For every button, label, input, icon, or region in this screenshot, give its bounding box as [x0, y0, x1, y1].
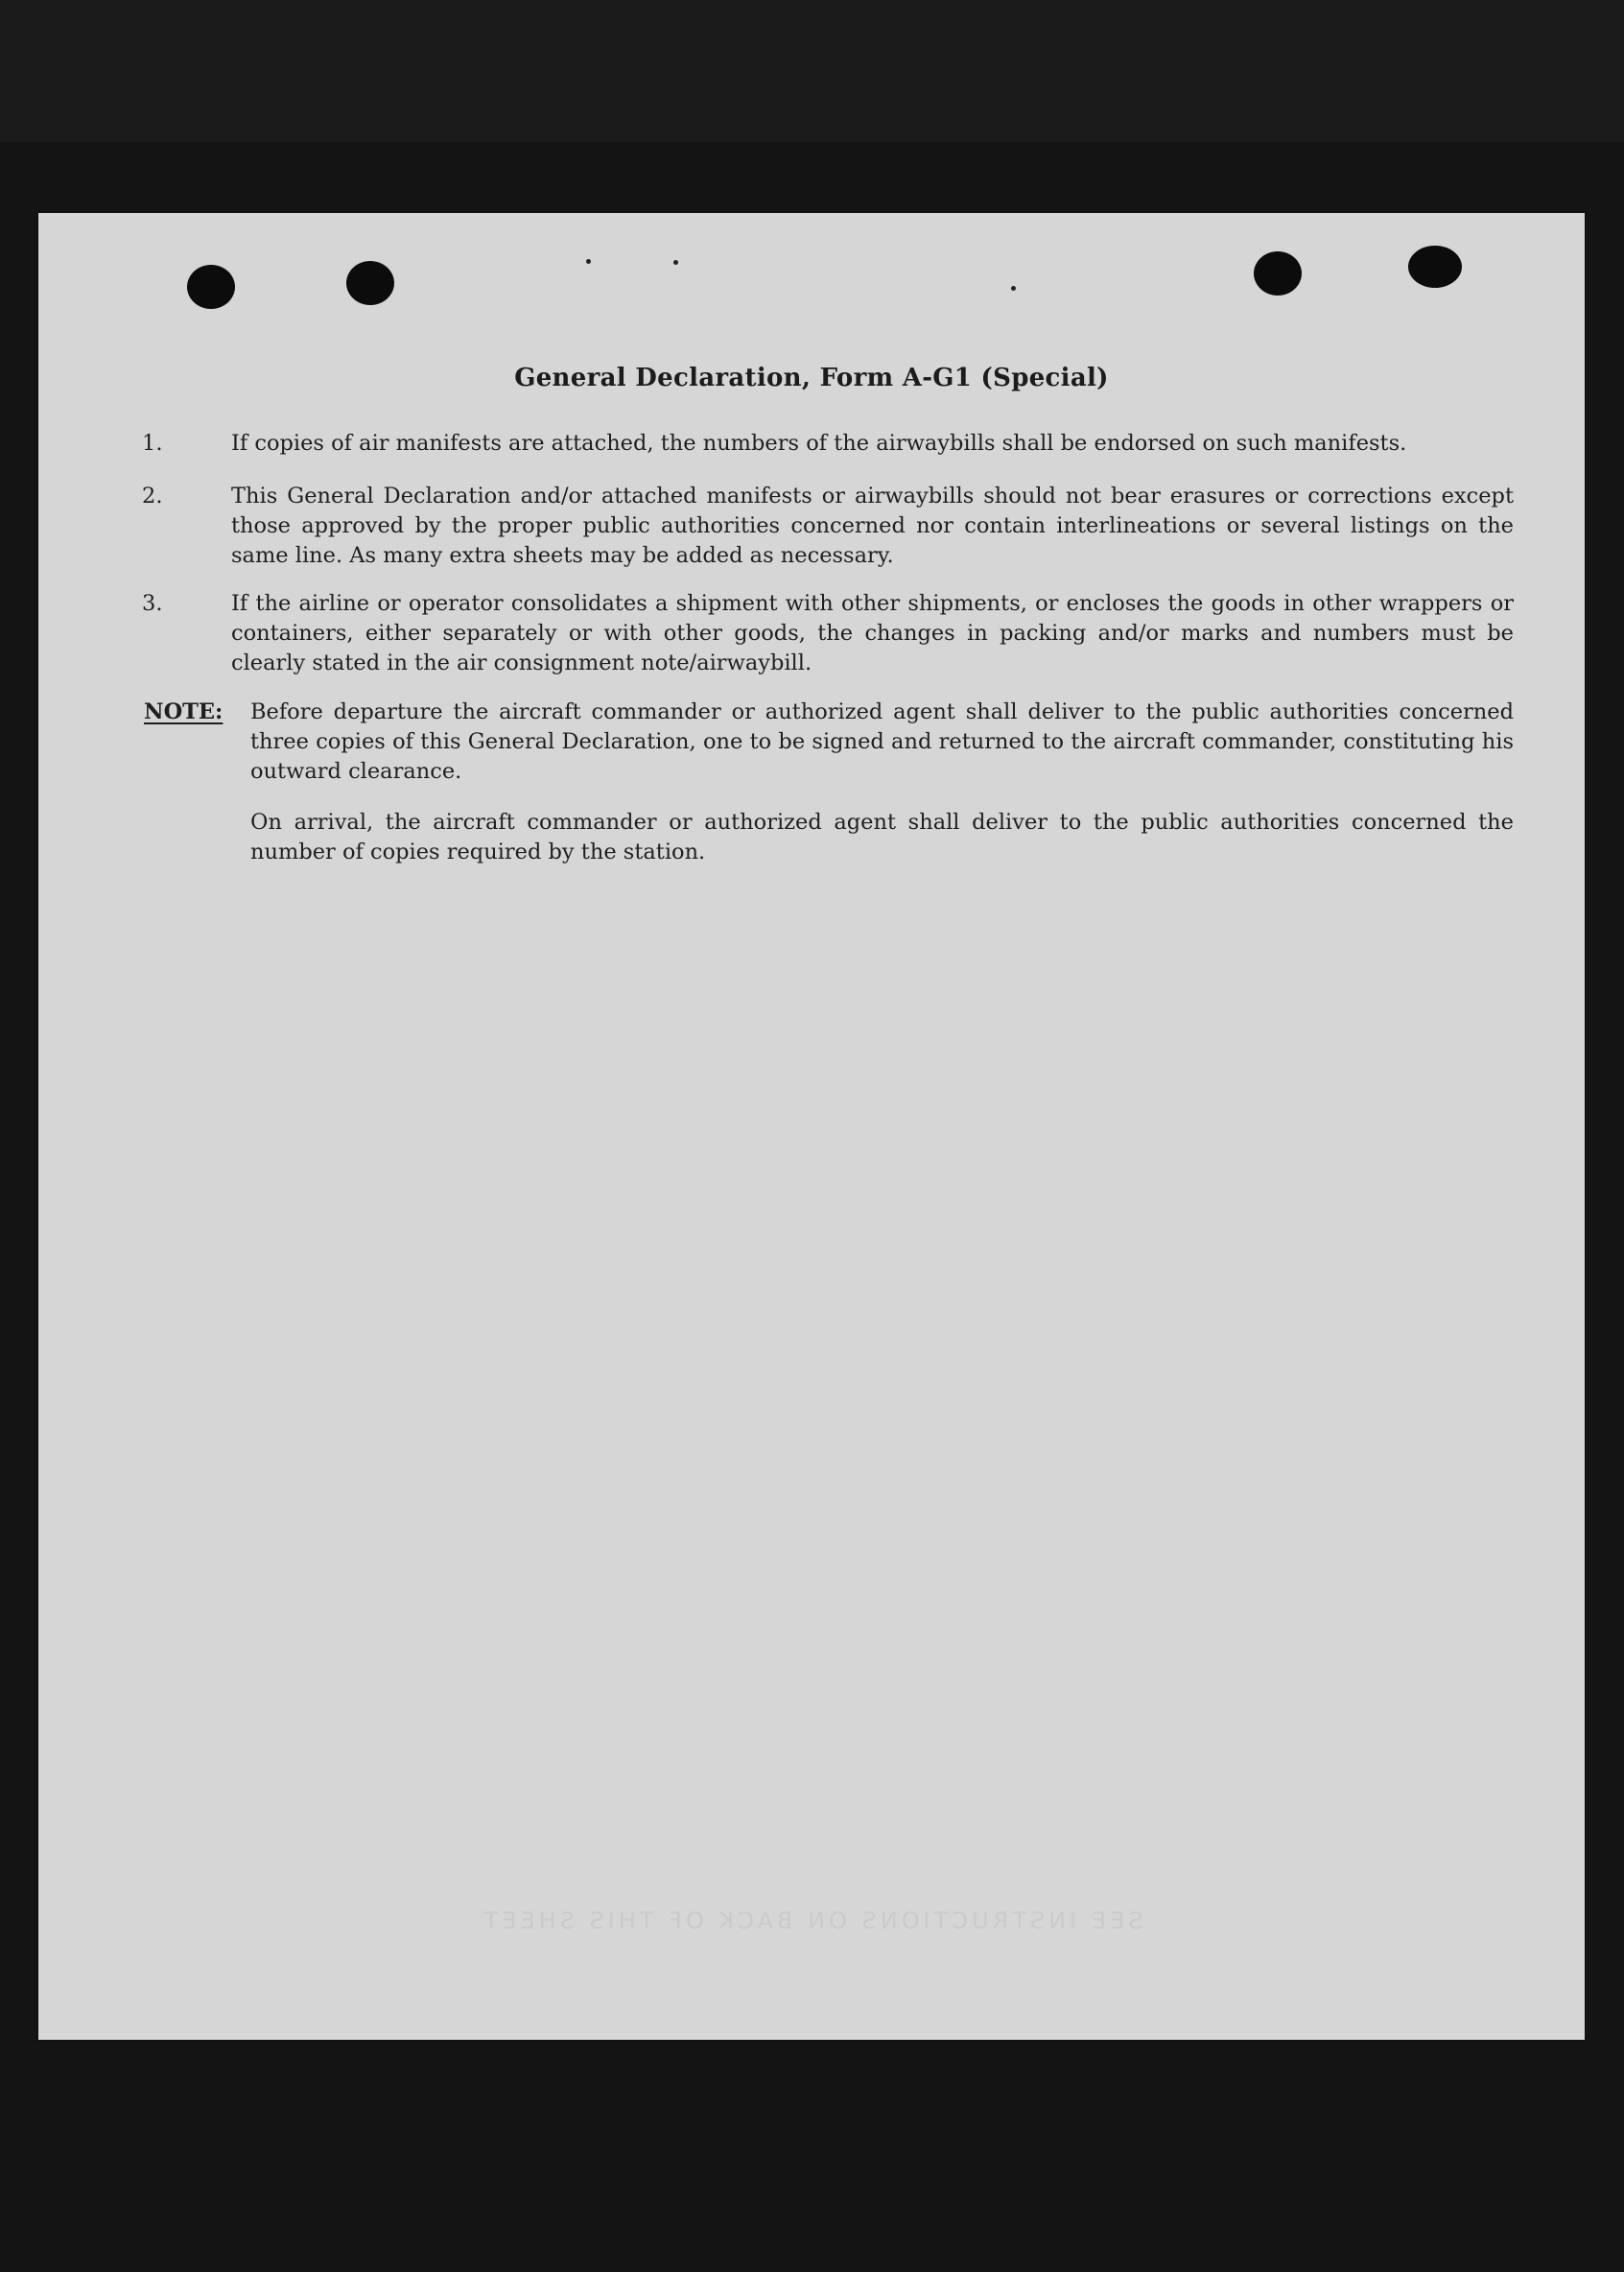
- punch-hole-3: [1254, 251, 1302, 296]
- note-paragraph-2: On arrival, the aircraft commander or authorized agent shall deliver to the public authorities concerned the number of copies required by the station.: [250, 810, 1514, 864]
- speck: [1011, 286, 1016, 291]
- punch-hole-1: [187, 265, 235, 309]
- note-paragraph-1: Before departure the aircraft commander or authorized agent shall deliver to the public authorities concerned three copies of this General Declaration, one to be signed and returned to the aircraft commander, constituting his outward clearance.: [250, 699, 1514, 784]
- document-page: [38, 213, 1585, 2040]
- instruction-item-1: [142, 429, 1514, 459]
- page-title: General Declaration, Form A-G1 (Special): [514, 364, 1109, 392]
- bleed-through-text: SEE INSTRUCTIONS ON BACK OF THIS SHEET: [480, 1907, 1143, 1934]
- note-label: NOTE:: [144, 699, 224, 724]
- punch-hole-4: [1408, 246, 1462, 288]
- speck: [586, 259, 591, 264]
- instruction-item-2: [142, 482, 1514, 571]
- speck: [673, 260, 678, 265]
- punch-hole-2: [346, 261, 394, 305]
- item-number: 2.: [142, 484, 163, 509]
- scan-background-band: [0, 0, 1624, 142]
- item-text: If the airline or operator consolidates a shipment with other shipments, or encloses the goods in other wrappers or containers, either separately or with other goods, the changes in packing and/or marks and numbers must be clearly stated in the air consignment note/airwaybill.: [231, 591, 1514, 675]
- item-number: 3.: [142, 591, 163, 616]
- item-text: This General Declaration and/or attached manifests or airwaybills should not bear erasures or corrections except those approved by the proper public authorities concerned nor contain interlineations or several listings on the same line. As many extra sheets may be added as necessary.: [231, 484, 1514, 568]
- note-section: [144, 698, 1514, 867]
- item-text: If copies of air manifests are attached, the numbers of the airwaybills shall be endorsed on such manifests.: [231, 431, 1407, 456]
- instruction-item-3: [142, 589, 1514, 678]
- item-number: 1.: [142, 431, 163, 456]
